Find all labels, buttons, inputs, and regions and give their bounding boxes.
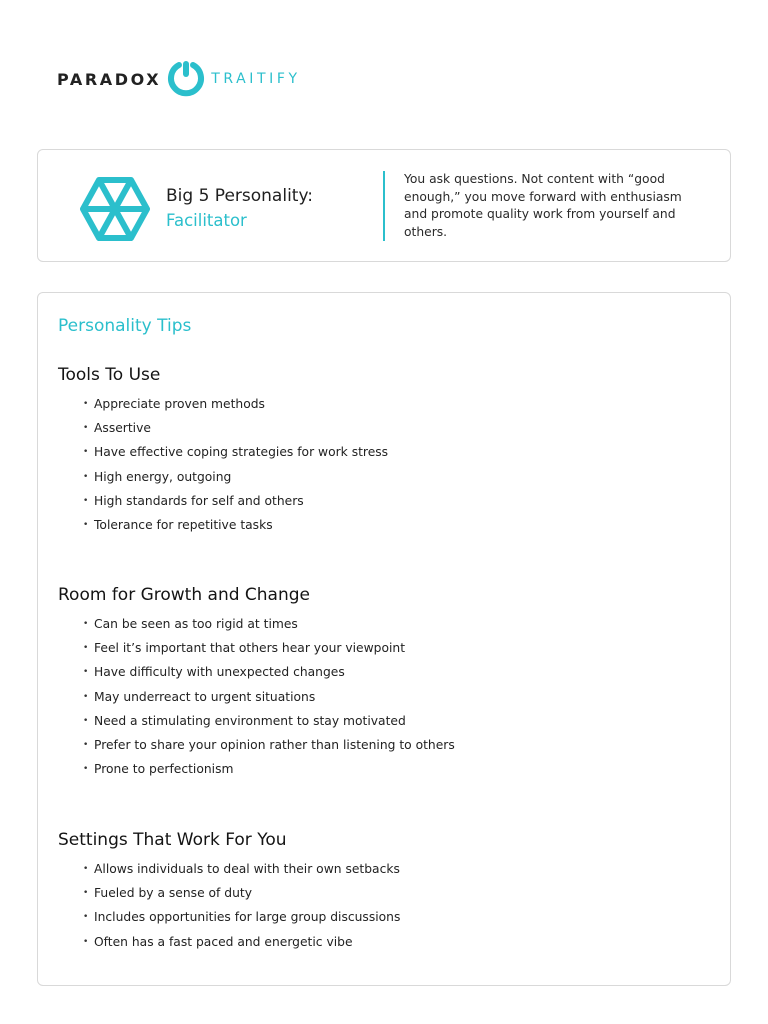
list-item: • Tolerance for repetitive tasks <box>83 513 388 537</box>
divider <box>383 171 385 241</box>
section-title-settings: Settings That Work For You <box>58 830 287 850</box>
list-item: • Assertive <box>83 416 388 440</box>
list-item: • May underreact to urgent situations <box>83 685 455 709</box>
list-item: • Often has a fast paced and energetic vibe <box>83 930 400 954</box>
personality-type: Facilitator <box>166 211 247 230</box>
traitify-ring-icon <box>165 58 207 100</box>
list-item: • Need a stimulating environment to stay motivated <box>83 709 455 733</box>
personality-summary-card <box>37 149 731 262</box>
personality-description: You ask questions. Not content with “good enough,” you move forward with enthusiasm and promote quality work from yourself and others. <box>404 172 682 239</box>
logo-traitify-text: TRAITIFY <box>211 71 301 87</box>
list-item: • Can be seen as too rigid at times <box>83 612 455 636</box>
list-item: • Have difficulty with unexpected changes <box>83 660 455 684</box>
list-item: • Fueled by a sense of duty <box>83 881 400 905</box>
growth-list <box>83 612 455 781</box>
list-item: • Prone to perfectionism <box>83 757 455 781</box>
list-item: • Have effective coping strategies for work stress <box>83 440 388 464</box>
hexagon-cube-icon <box>80 176 150 242</box>
list-item: • Prefer to share your opinion rather than listening to others <box>83 733 455 757</box>
personality-tips-card <box>37 292 731 986</box>
tips-title: Personality Tips <box>58 316 192 336</box>
list-item: • High energy, outgoing <box>83 465 388 489</box>
settings-list <box>83 857 400 954</box>
list-item: • Includes opportunities for large group discussions <box>83 905 400 929</box>
personality-heading: Big 5 Personality: <box>166 186 314 206</box>
list-item: • High standards for self and others <box>83 489 388 513</box>
brand-logo <box>57 58 301 100</box>
tools-list <box>83 392 388 537</box>
list-item: • Allows individuals to deal with their own setbacks <box>83 857 400 881</box>
logo-paradox-text: PARADOX <box>57 69 162 89</box>
section-title-growth: Room for Growth and Change <box>58 585 311 605</box>
list-item: • Feel it’s important that others hear your viewpoint <box>83 636 455 660</box>
list-item: • Appreciate proven methods <box>83 392 388 416</box>
section-title-tools: Tools To Use <box>58 365 161 385</box>
